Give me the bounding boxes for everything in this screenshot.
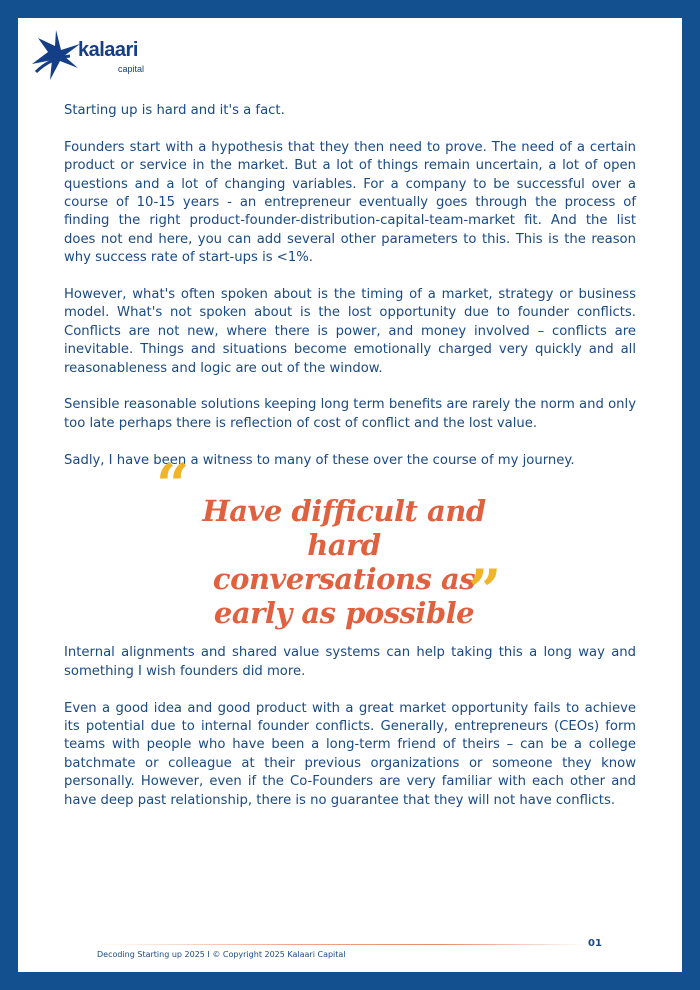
document-page bbox=[18, 18, 682, 972]
paragraph-conflicts: However, what's often spoken about is the timing of a market, strategy or business model. What's not spoken about is the lost opportunity due to founder conflicts. Conflicts are not new, where there is power, and money involved – conflicts are inevitable. Things and situations become emotionally charged very quickly and all reasonableness and logic are out of the window. bbox=[64, 287, 636, 376]
logo-subtitle: capital bbox=[118, 64, 145, 74]
open-quote-icon: “ bbox=[156, 451, 190, 520]
paragraph-hypothesis: Founders start with a hypothesis that they then need to prove. The need of a certain product or service in the market. But a lot of things remain uncertain, a lot of open questions and a lot of changing variables. For a company to be successful over a course of 10-15 years - an entrepreneur eventually goes through the process of finding the right product-founder-distribution-capital-team-market fit. And the list does not end here, you can add several other parameters to this. This is the reason why success rate of start-ups is <1%. bbox=[64, 139, 636, 266]
page-number: 01 bbox=[588, 938, 602, 949]
logo-wordmark: kalaari bbox=[78, 39, 138, 61]
kalaari-logo bbox=[28, 28, 145, 88]
article-body bbox=[64, 102, 636, 828]
close-quote-icon: ” bbox=[468, 557, 502, 626]
pull-quote-text: Have difficult and hard conversations as early as possible bbox=[202, 494, 486, 631]
paragraph-intro: Starting up is hard and it's a fact. bbox=[64, 103, 285, 118]
footer-copyright: Decoding Starting up 2025 I © Copyright 2025 Kalaari Capital bbox=[97, 950, 346, 959]
paragraph-cofounders: Even a good idea and good product with a great market opportunity fails to achieve its potential due to internal founder conflicts. Generally, entrepreneurs (CEOs) form teams with people who have been a long-term friend of theirs – can be a college batchmate or colleague at their previous organizations or someone they know personally. However, even if the Co-Founders are very familiar with each other and have deep past relationship, there is no guarantee that they will not have conflicts. bbox=[64, 700, 636, 808]
paragraph-witness: Sadly, I have been a witness to many of these over the course of my journey. bbox=[64, 452, 575, 468]
paragraph-solutions: Sensible reasonable solutions keeping long term benefits are rarely the norm and only too late perhaps there is reflection of cost of conflict and the lost value. bbox=[64, 397, 636, 431]
footer-divider bbox=[96, 944, 586, 945]
paragraph-alignment: Internal alignments and shared value systems can help taking this a long way and something I wish founders did more. bbox=[64, 645, 636, 679]
